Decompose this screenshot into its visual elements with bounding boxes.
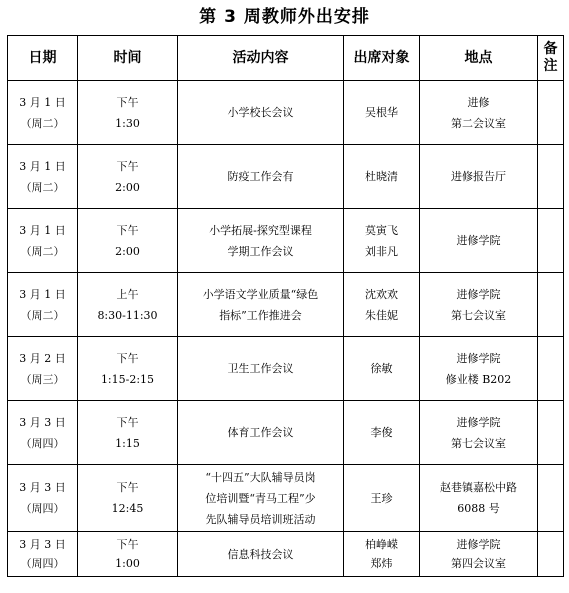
weekday-text: （周四）	[20, 502, 65, 515]
location-text: 修业楼 B202	[445, 372, 512, 386]
date-cell	[8, 81, 78, 145]
weekday-text: （周四）	[20, 557, 65, 570]
attendee-name: 杜晓清	[365, 170, 398, 183]
date-cell	[8, 337, 78, 401]
location-text: 第四会议室	[451, 557, 506, 570]
date-text: 3 月 1 日	[19, 95, 66, 109]
time-cell	[78, 465, 178, 532]
date-cell	[8, 532, 78, 577]
weekday-text: （周二）	[20, 180, 65, 194]
attendee-name: 刘非凡	[365, 244, 398, 258]
activity-text: 指标”工作推进会	[219, 308, 302, 322]
schedule-table	[7, 35, 564, 577]
attendees-cell	[344, 209, 420, 273]
time-cell	[78, 145, 178, 209]
date-text: 3 月 3 日	[19, 481, 66, 494]
date-text: 3 月 1 日	[19, 287, 66, 301]
time-text: 1:00	[115, 557, 140, 570]
attendee-name: 朱佳妮	[365, 308, 398, 322]
weekday-text: （周三）	[20, 372, 65, 386]
attendee-name: 吴根华	[365, 106, 398, 119]
location-text: 进修学院	[456, 287, 501, 301]
location-text: 进修学院	[456, 538, 501, 551]
table-row	[8, 532, 564, 577]
weekday-text: （周四）	[20, 436, 65, 450]
date-text: 3 月 2 日	[19, 351, 66, 365]
remarks-cell	[538, 145, 564, 209]
table-row	[8, 273, 564, 337]
time-period-text: 下午	[116, 538, 139, 551]
header-location: 地点	[420, 36, 538, 81]
attendees-cell	[344, 145, 420, 209]
attendees-cell	[344, 401, 420, 465]
table-row	[8, 209, 564, 273]
time-text: 2:00	[115, 180, 140, 194]
date-text: 3 月 3 日	[19, 538, 66, 551]
remarks-cell	[538, 401, 564, 465]
activity-cell	[178, 81, 344, 145]
location-cell	[420, 532, 538, 577]
location-text: 进修报告厅	[451, 170, 506, 183]
location-text: 进修	[467, 95, 490, 109]
remarks-cell	[538, 465, 564, 532]
time-period-text: 下午	[116, 95, 139, 109]
table-row	[8, 81, 564, 145]
time-period-text: 下午	[116, 223, 139, 237]
time-cell	[78, 273, 178, 337]
header-activity: 活动内容	[178, 36, 344, 81]
location-cell	[420, 273, 538, 337]
date-cell	[8, 401, 78, 465]
table-row	[8, 337, 564, 401]
time-cell	[78, 532, 178, 577]
attendee-name: 郑炜	[370, 557, 393, 570]
activity-text: 位培训暨“青马工程”少	[205, 491, 316, 505]
time-period-text: 上午	[116, 287, 139, 301]
time-period-text: 下午	[116, 351, 139, 365]
activity-text: “十四五”大队辅导员岗	[205, 470, 316, 484]
time-text: 2:00	[115, 244, 140, 258]
attendee-name: 柏峥嵘	[365, 538, 398, 551]
attendee-name: 李俊	[370, 426, 393, 439]
location-text: 进修学院	[456, 351, 501, 365]
activity-cell	[178, 465, 344, 532]
date-cell	[8, 209, 78, 273]
activity-text: 小学拓展-探究型课程	[209, 223, 312, 237]
location-text: 第七会议室	[451, 308, 506, 322]
date-cell	[8, 273, 78, 337]
activity-cell	[178, 401, 344, 465]
activity-text: 小学语文学业质量“绿色	[202, 287, 319, 301]
activity-cell	[178, 273, 344, 337]
time-text: 1:15-2:15	[100, 372, 155, 386]
table-row	[8, 465, 564, 532]
date-cell	[8, 465, 78, 532]
time-period-text: 下午	[116, 159, 139, 173]
location-text: 进修学院	[456, 234, 501, 247]
location-text: 赵巷镇嘉松中路	[440, 481, 517, 494]
location-cell	[420, 337, 538, 401]
activity-cell	[178, 532, 344, 577]
activity-cell	[178, 209, 344, 273]
time-period-text: 下午	[116, 415, 139, 429]
time-cell	[78, 81, 178, 145]
attendees-cell	[344, 532, 420, 577]
date-text: 3 月 1 日	[19, 223, 66, 237]
remarks-cell	[538, 209, 564, 273]
date-text: 3 月 1 日	[19, 159, 66, 173]
table-header-row	[8, 36, 564, 81]
attendees-cell	[344, 465, 420, 532]
attendee-name: 沈欢欢	[365, 287, 398, 301]
attendees-cell	[344, 337, 420, 401]
header-date: 日期	[8, 36, 78, 81]
page-title: 第 3 周教师外出安排	[199, 7, 370, 27]
remarks-cell	[538, 532, 564, 577]
activity-text: 小学校长会议	[227, 106, 294, 119]
header-remarks: 备注	[538, 36, 564, 81]
activity-text: 信息科技会议	[227, 547, 294, 561]
location-text: 6088 号	[457, 502, 500, 515]
table-row	[8, 145, 564, 209]
weekday-text: （周二）	[20, 244, 65, 258]
weekday-text: （周二）	[20, 116, 65, 130]
header-attendees: 出席对象	[344, 36, 420, 81]
time-text: 1:15	[115, 436, 140, 450]
activity-text: 学期工作会议	[227, 244, 294, 258]
time-text: 8:30-11:30	[97, 308, 158, 322]
location-cell	[420, 401, 538, 465]
activity-text: 体育工作会议	[227, 426, 294, 439]
time-cell	[78, 401, 178, 465]
activity-cell	[178, 145, 344, 209]
remarks-cell	[538, 81, 564, 145]
location-cell	[420, 145, 538, 209]
location-cell	[420, 465, 538, 532]
attendees-cell	[344, 81, 420, 145]
activity-text: 先队辅导员培训班活动	[205, 512, 316, 526]
location-text: 进修学院	[456, 415, 501, 429]
attendee-name: 徐敏	[370, 362, 393, 375]
time-period-text: 下午	[116, 481, 139, 494]
activity-text: 防疫工作会有	[227, 170, 294, 183]
attendees-cell	[344, 273, 420, 337]
table-row	[8, 401, 564, 465]
weekday-text: （周二）	[20, 308, 65, 322]
schedule-body	[8, 81, 564, 577]
location-cell	[420, 209, 538, 273]
remarks-cell	[538, 273, 564, 337]
time-text: 12:45	[111, 502, 144, 515]
remarks-cell	[538, 337, 564, 401]
activity-cell	[178, 337, 344, 401]
location-text: 第二会议室	[451, 116, 506, 130]
attendee-name: 王珍	[370, 491, 393, 505]
location-cell	[420, 81, 538, 145]
date-cell	[8, 145, 78, 209]
activity-text: 卫生工作会议	[227, 362, 294, 375]
header-time: 时间	[78, 36, 178, 81]
time-cell	[78, 337, 178, 401]
time-text: 1:30	[115, 116, 140, 130]
date-text: 3 月 3 日	[19, 415, 66, 429]
location-text: 第七会议室	[451, 436, 506, 450]
time-cell	[78, 209, 178, 273]
attendee-name: 莫寅飞	[365, 223, 398, 237]
